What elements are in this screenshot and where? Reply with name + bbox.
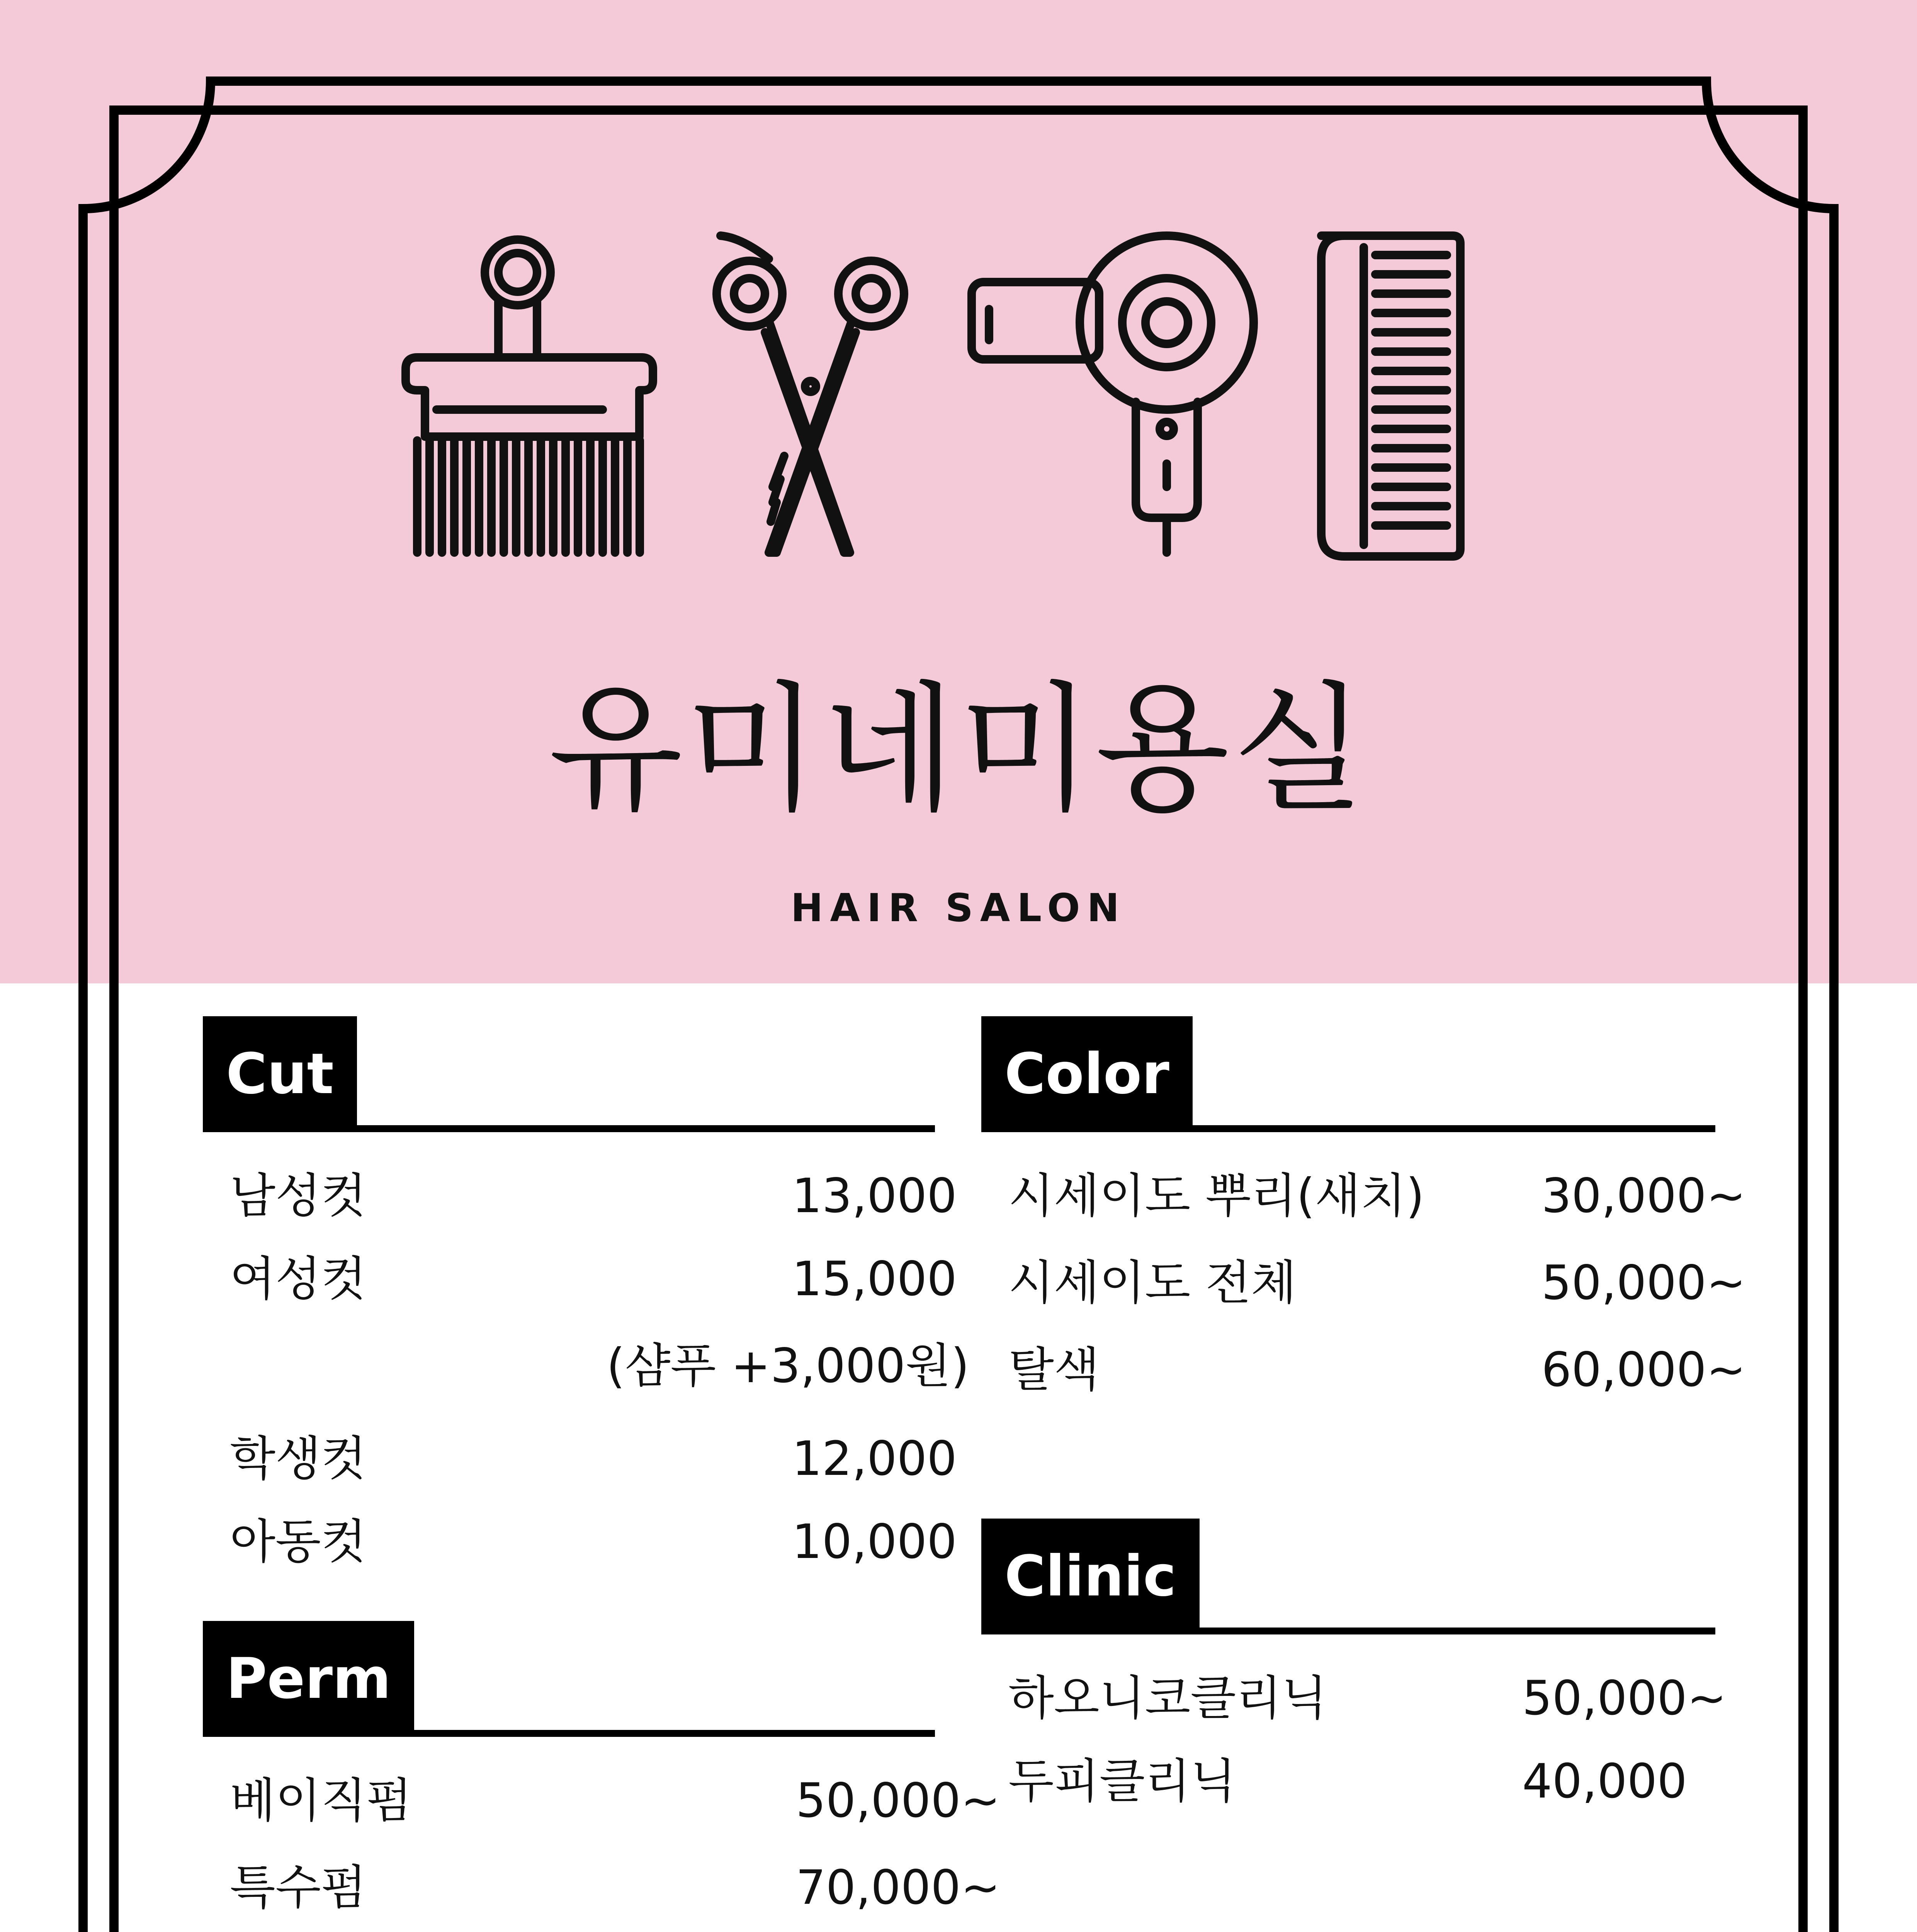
menu-item-name: 베이직펌	[230, 1773, 412, 1828]
salon-subtitle: HAIR SALON	[790, 885, 1127, 930]
section-rule	[203, 1730, 935, 1737]
section-color-label: Color	[981, 1016, 1193, 1132]
menu-item-name: 두피클리닉	[1008, 1754, 1236, 1809]
menu-item-price: 13,000	[792, 1168, 957, 1223]
menu-item-price: 10,000	[792, 1514, 957, 1569]
menu-item-name: 학생컷	[230, 1431, 367, 1486]
menu-item-name: 남성컷	[230, 1168, 367, 1223]
comb-icon	[1321, 236, 1460, 556]
menu-item-name: 아동컷	[230, 1514, 367, 1569]
menu-item-price: 15,000	[792, 1252, 957, 1306]
hair-dryer-icon	[972, 236, 1254, 553]
menu-item-name: 하오니코클리닉	[1008, 1671, 1327, 1726]
menu-item-name: 시세이도 뿌리(새치)	[1008, 1168, 1424, 1223]
menu-item-name: 여성컷	[230, 1252, 367, 1306]
section-rule	[981, 1125, 1715, 1132]
section-cut	[203, 1016, 970, 1596]
section-rule	[203, 1125, 935, 1132]
menu-item-name: 탈색	[1008, 1342, 1100, 1397]
menu-item-price: 70,000~	[796, 1860, 1001, 1915]
menu-item-price: 50,000~	[1522, 1671, 1727, 1726]
section-perm-label: Perm	[203, 1621, 414, 1737]
menu-item-price: 50,000~	[1541, 1255, 1746, 1310]
menu-item-price: 50,000~	[796, 1773, 1001, 1828]
clip-brush-icon	[406, 240, 653, 553]
section-rule	[981, 1628, 1715, 1634]
menu-item-name: 시세이도 전체	[1008, 1255, 1297, 1310]
menu-item-price: 40,000	[1522, 1754, 1687, 1809]
salon-name-title: 유미네미용실	[548, 668, 1369, 830]
section-perm	[203, 1621, 1001, 1932]
menu-item-price: 12,000	[792, 1431, 957, 1486]
menu-item-price: 60,000~	[1541, 1342, 1746, 1397]
menu-item-price: 30,000~	[1541, 1168, 1746, 1223]
shampoo-surcharge-note: (샴푸 +3,000원)	[607, 1338, 970, 1393]
section-color-right	[981, 1016, 1758, 1403]
menu-item-name: 특수펌	[230, 1860, 367, 1915]
section-clinic	[981, 1519, 1758, 1828]
section-clinic-label: Clinic	[981, 1519, 1200, 1634]
section-cut-label: Cut	[203, 1016, 357, 1132]
scissors-icon	[717, 236, 904, 553]
salon-tools-illustration	[0, 0, 1917, 618]
